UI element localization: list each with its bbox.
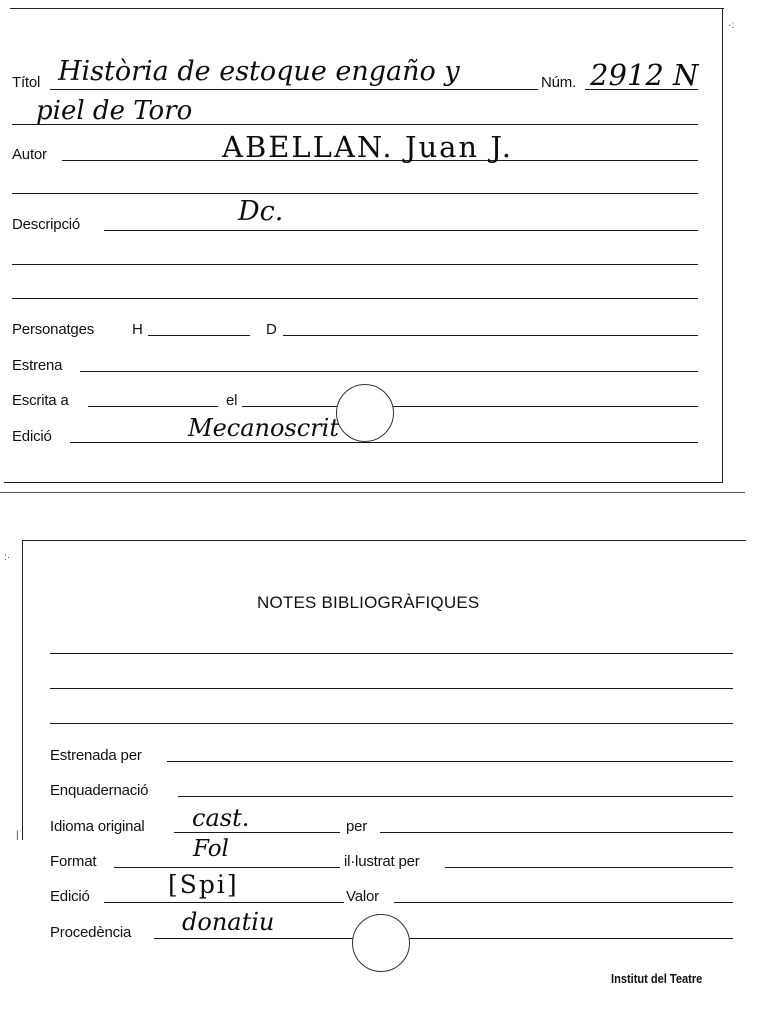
edition-value: Mecanoscrit — [188, 414, 339, 442]
corner-marks-bottom: :· — [4, 552, 11, 563]
title-value-line2: piel de Toro — [36, 96, 193, 126]
premiered-by-line — [167, 761, 733, 762]
written-on-label: el — [226, 392, 238, 409]
notes-line-2 — [50, 688, 733, 689]
description-line-3 — [12, 298, 698, 299]
format-label: Format — [50, 853, 97, 870]
notes-line-1 — [50, 653, 733, 654]
original-language-label: Idioma original — [50, 818, 145, 835]
by-line — [380, 832, 733, 833]
punch-hole-bottom — [352, 914, 410, 972]
binding-label: Enquadernació — [50, 782, 149, 799]
value-label: Valor — [346, 888, 379, 905]
edition-line — [70, 442, 698, 443]
premiere-line — [80, 371, 698, 372]
institution-footer: Institut del Teatre — [611, 971, 703, 986]
illustrated-by-label: il·lustrat per — [344, 853, 420, 870]
premiere-label: Estrena — [12, 357, 63, 374]
illustrated-by-line — [445, 867, 733, 868]
card-bottom-left-edge — [22, 540, 23, 840]
edition2-value: [Spi] — [168, 870, 239, 899]
corner-marks-top: ·: — [728, 20, 735, 31]
author-value: ABELLAN. Juan J. — [222, 130, 513, 164]
description-line-2 — [12, 264, 698, 265]
notes-line-3 — [50, 723, 733, 724]
description-label: Descripció — [12, 216, 81, 233]
punch-hole-top — [336, 384, 394, 442]
left-edge-marks: | — [16, 830, 19, 841]
card-bottom-top-edge — [22, 540, 746, 541]
written-at-line — [88, 406, 218, 407]
provenance-line — [154, 938, 733, 939]
description-value: Dc. — [238, 196, 284, 227]
title-label: Títol — [12, 74, 41, 91]
characters-d-line — [283, 335, 698, 336]
original-language-value: cast. — [192, 804, 250, 832]
title-value-line1: Història de estoque engaño y — [58, 56, 460, 87]
binding-line — [178, 796, 733, 797]
edition2-line — [104, 902, 344, 903]
format-line — [114, 867, 340, 868]
provenance-value: donatiu — [182, 908, 275, 936]
author-label: Autor — [12, 146, 47, 163]
characters-h-label: H — [132, 321, 143, 338]
characters-label: Personatges — [12, 321, 95, 338]
written-at-label: Escrita a — [12, 392, 69, 409]
by-label: per — [346, 818, 368, 835]
edition2-label: Edició — [50, 888, 90, 905]
description-line — [104, 230, 698, 231]
original-language-line — [174, 832, 340, 833]
number-label: Núm. — [541, 74, 577, 91]
number-value: 2912 N — [590, 58, 699, 92]
provenance-label: Procedència — [50, 924, 132, 941]
card-top-top-edge — [10, 8, 724, 9]
characters-d-label: D — [266, 321, 277, 338]
format-value: Fol — [193, 836, 229, 862]
notes-heading: NOTES BIBLIOGRÀFIQUES — [257, 593, 480, 612]
edition-label: Edició — [12, 428, 52, 445]
value-line — [394, 902, 733, 903]
title-line — [50, 89, 538, 90]
characters-h-line — [148, 335, 250, 336]
author-continuation-line — [12, 193, 698, 194]
card-separator-line — [0, 492, 745, 493]
written-on-line — [242, 406, 698, 407]
premiered-by-label: Estrenada per — [50, 747, 142, 764]
